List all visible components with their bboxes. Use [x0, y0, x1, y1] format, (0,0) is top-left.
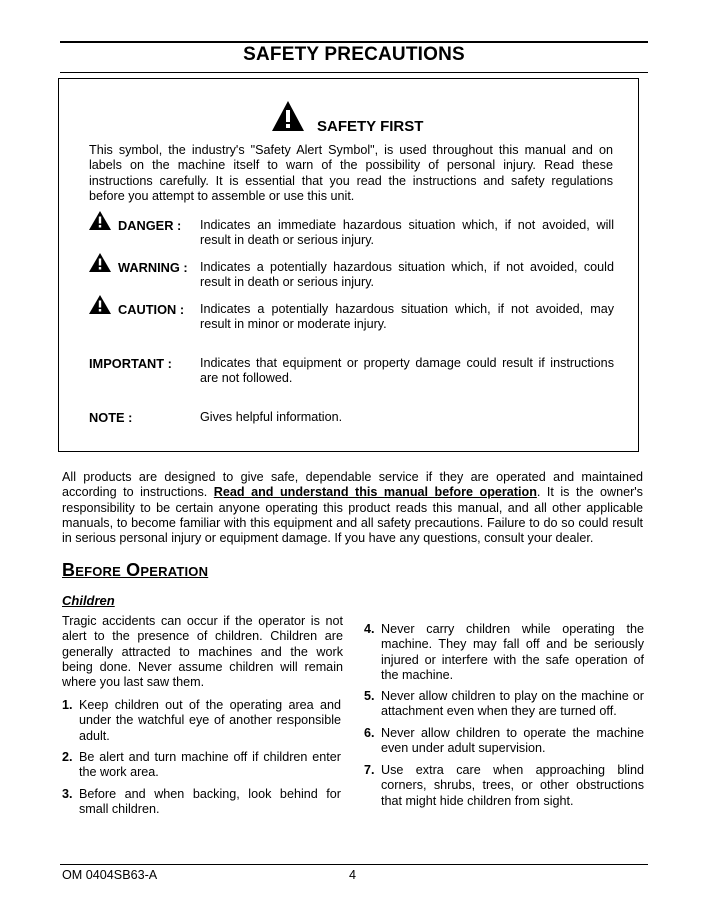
footer-rule: [60, 864, 648, 865]
caution-label: CAUTION :: [118, 302, 185, 317]
list-text: Use extra care when approaching blind corners, shrubs, trees, or other obstructions that might hide children from sight.: [381, 763, 644, 808]
safety-alert-icon: [271, 100, 305, 132]
important-definition: Indicates that equipment or property damage could result if instructions are not followed.: [200, 356, 614, 386]
top-rule: [60, 41, 648, 43]
list-number: 6.: [364, 726, 375, 740]
list-text: Keep children out of the operating area and under the watchful eye of another responsible adult.: [79, 698, 341, 743]
general-text-after: . It is the owner's responsibility to be certain anyone operating this product reads this manual, and all other applicable manuals, to become familiar with this equipment and all safety precautions. Failure to do so could result in serious personal injury or equipment damage. If you have any questions, consult your dealer.: [62, 485, 643, 546]
manual-emphasis: Read and understand this manual before operation: [213, 485, 537, 500]
warning-label: WARNING :: [118, 260, 188, 275]
warning-triangle-icon: [89, 253, 111, 272]
page-title: SAFETY PRECAUTIONS: [243, 44, 465, 65]
warning-definition: Indicates a potentially hazardous situation which, if not avoided, could result in death or serious injury.: [200, 260, 614, 290]
list-number: 2.: [62, 750, 73, 764]
list-text: Be alert and turn machine off if children enter the work area.: [79, 750, 341, 780]
children-intro: Tragic accidents can occur if the operator is not alert to the presence of children. Children are generally attracted to machines and the work being done. Never assume children will remain where you last saw them.: [62, 614, 343, 690]
title-rule: [60, 72, 648, 73]
general-safety-paragraph: [62, 470, 643, 546]
list-text: Before and when backing, look behind for small children.: [79, 787, 341, 817]
safety-first-heading: SAFETY FIRST: [317, 118, 424, 135]
list-text: Never allow children to play on the machine or attachment even when they are turned off.: [381, 689, 644, 719]
list-number: 1.: [62, 698, 73, 712]
section-heading: Before Operation: [62, 560, 209, 580]
danger-definition: Indicates an immediate hazardous situation which, if not avoided, will result in death or serious injury.: [200, 218, 614, 248]
list-number: 3.: [62, 787, 73, 801]
document-id: OM 0404SB63-A: [62, 868, 158, 882]
general-text-before: All products are designed to give safe, dependable service if they are operated and maintained according to instructions.: [62, 470, 643, 500]
important-label: IMPORTANT :: [89, 356, 172, 371]
warning-triangle-icon: [89, 295, 111, 314]
danger-label: DANGER :: [118, 218, 182, 233]
page-number: 4: [349, 868, 357, 882]
list-text: Never carry children while operating the machine. They may fall off and be seriously injured or interfere with the safe operation of the machine.: [381, 622, 644, 682]
safety-intro-text: This symbol, the industry's "Safety Alert Symbol", is used throughout this manual and on labels on the machine itself to warn of the possibility of personal injury. Read these instructions carefully. It is essential that you read the instructions and safety regulations before you attempt to assemble or use this unit.: [89, 143, 613, 203]
list-text: Never allow children to operate the machine even under adult supervision.: [381, 726, 644, 756]
note-definition: Gives helpful information.: [200, 410, 343, 424]
warning-triangle-icon: [89, 211, 111, 230]
caution-definition: Indicates a potentially hazardous situation which, if not avoided, may result in minor or moderate injury.: [200, 302, 614, 332]
note-label: NOTE :: [89, 410, 133, 425]
list-number: 5.: [364, 689, 375, 703]
list-number: 7.: [364, 763, 375, 777]
subsection-heading: Children: [62, 593, 115, 608]
list-number: 4.: [364, 622, 375, 636]
